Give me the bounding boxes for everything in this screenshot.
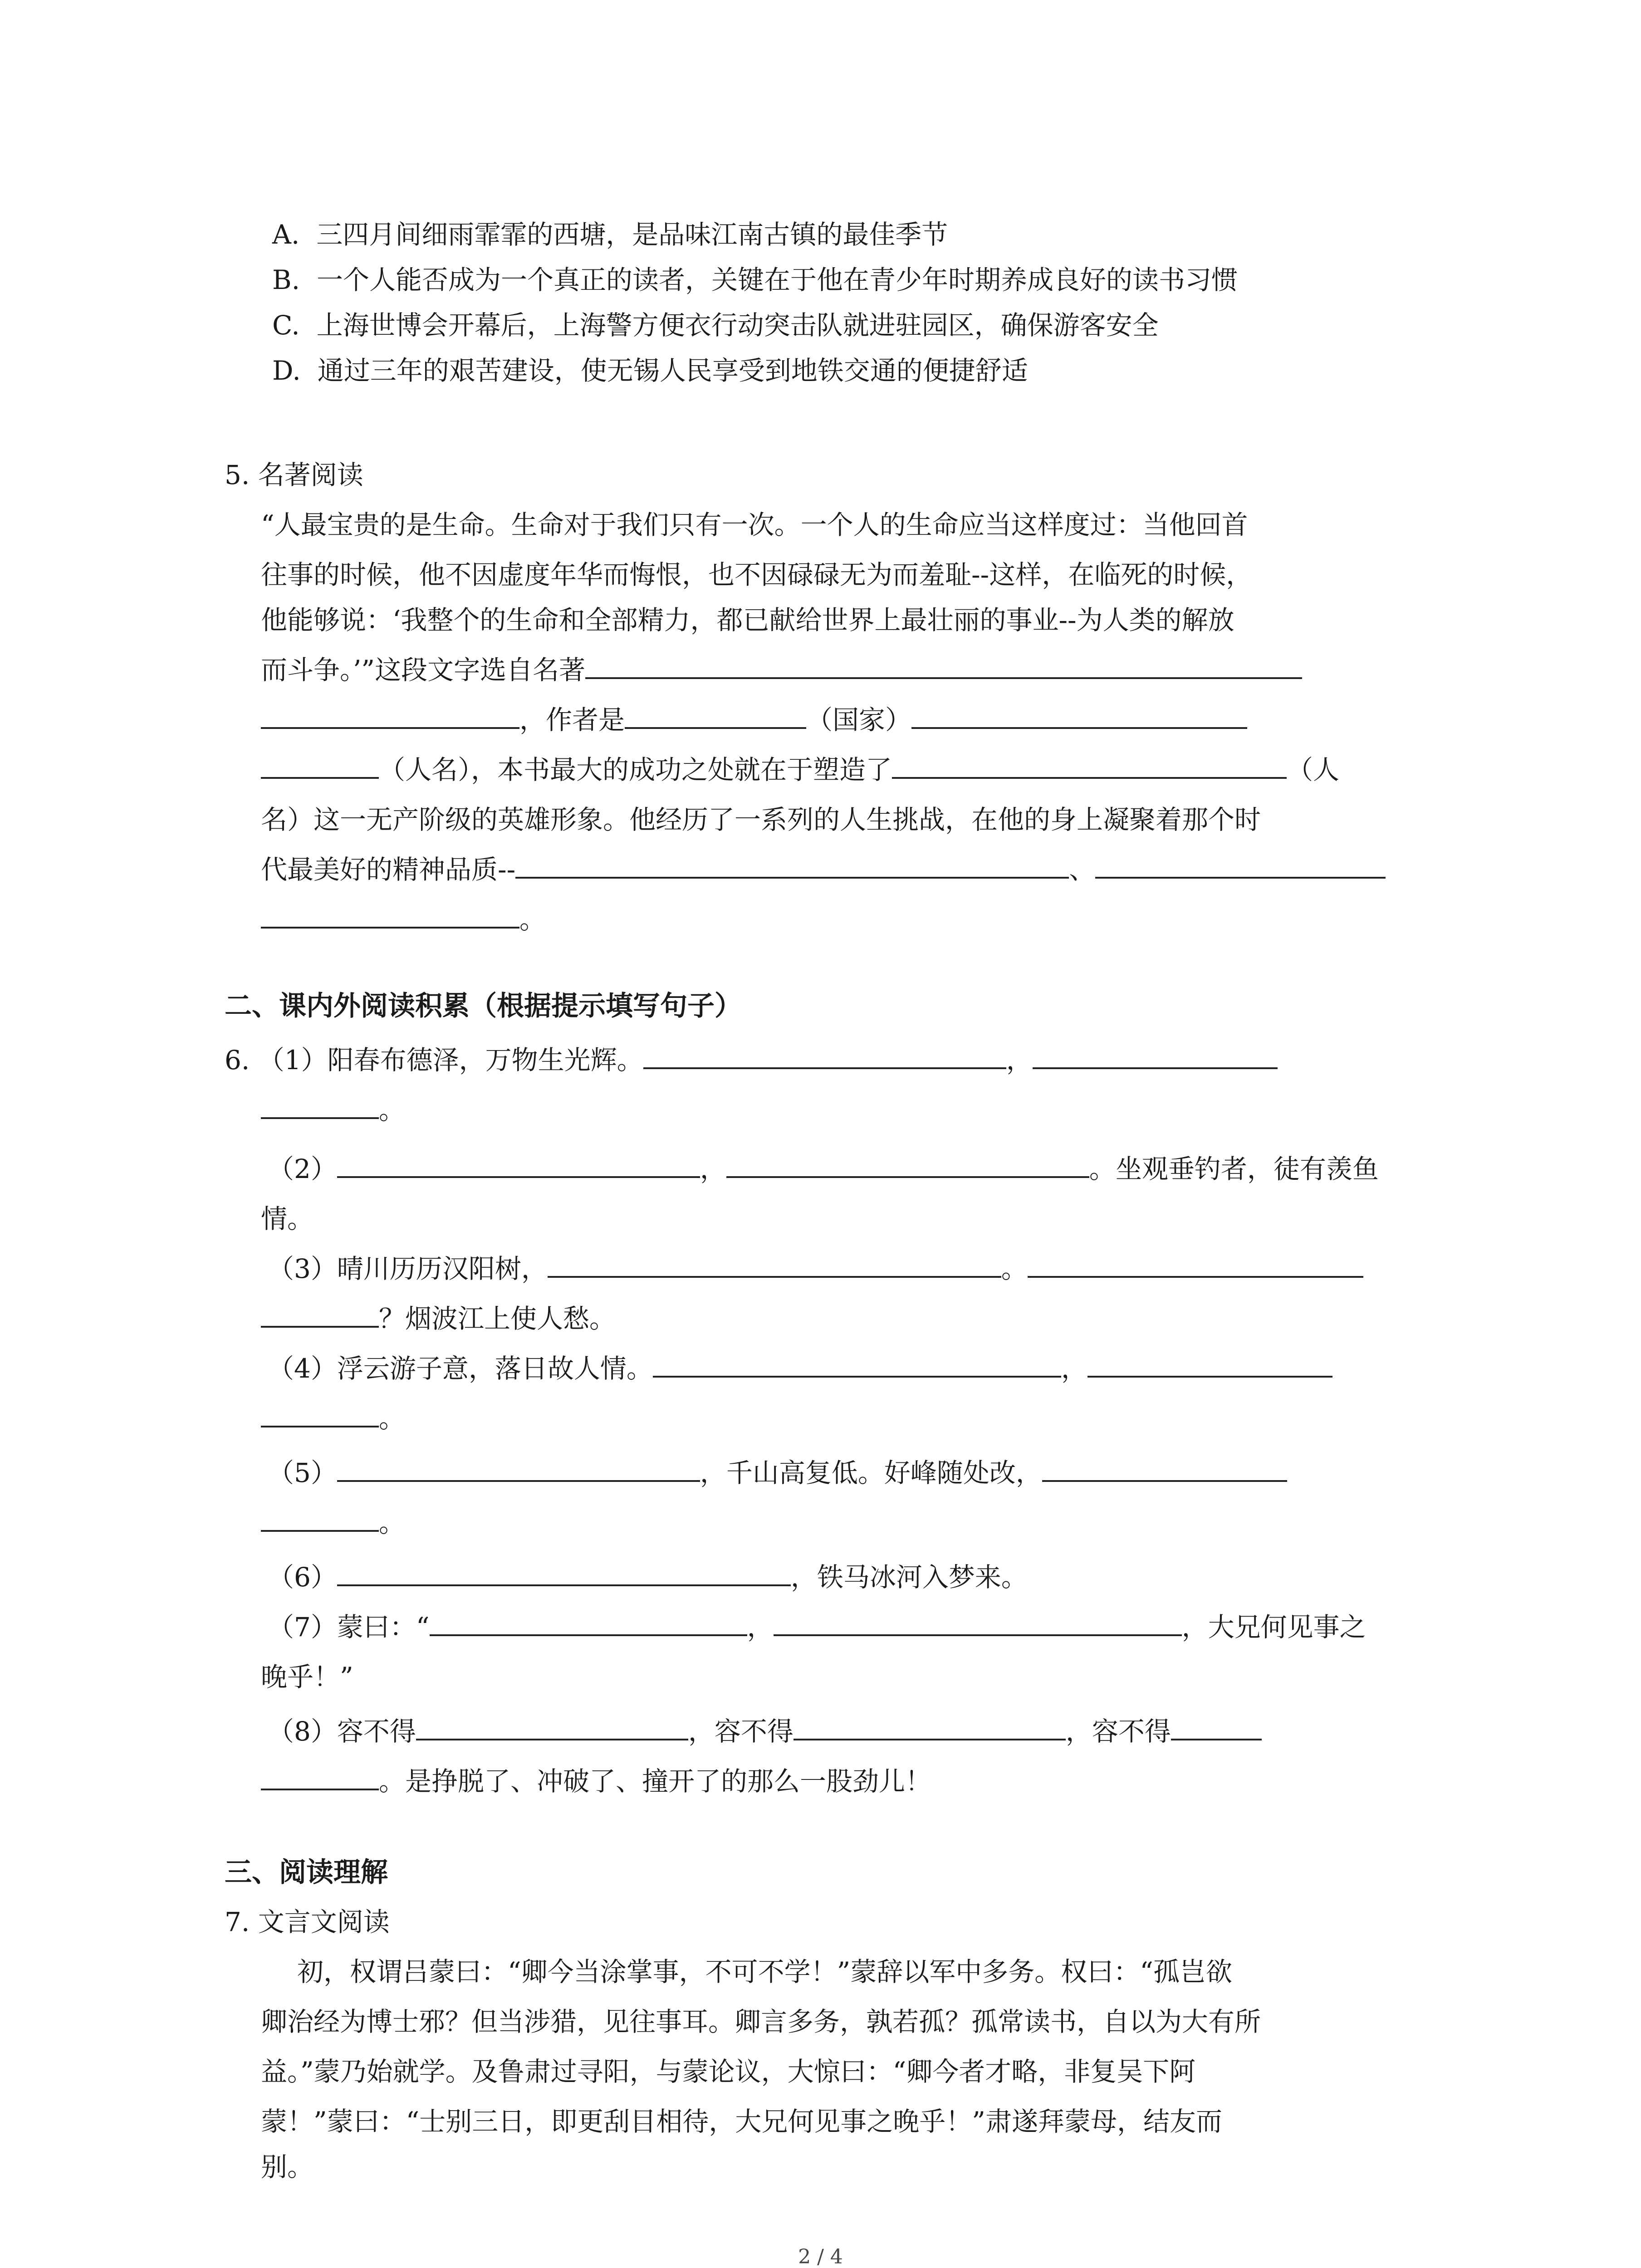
q6-3-blank-2-cont[interactable]: [261, 1308, 379, 1328]
q6-text: ，: [1006, 1045, 1033, 1075]
q5-text: 、: [1069, 854, 1096, 885]
q5-text: 代最美好的精神品质--: [261, 854, 516, 885]
q5-text: 而斗争。’”这段文字选自名著: [261, 655, 586, 685]
option-c: [272, 310, 1159, 341]
q6-text: （5）: [268, 1457, 337, 1488]
q6-8-blank-1[interactable]: [416, 1721, 688, 1740]
q6-text: （2）: [268, 1154, 337, 1184]
q6-4: [268, 1355, 1332, 1382]
page-number: 2 / 4: [798, 2245, 843, 2268]
q6-6-blank-1[interactable]: [337, 1566, 791, 1586]
q6-1-blank-2[interactable]: [1033, 1049, 1278, 1069]
q5-text: （国家）: [806, 704, 912, 735]
q5-paragraph-line: [261, 856, 1386, 883]
q6-6: [268, 1562, 1028, 1593]
q6-2-blank-2[interactable]: [726, 1158, 1089, 1178]
hero-name-blank[interactable]: [892, 759, 1287, 779]
section-2-heading: 二、课内外阅读积累（根据提示填写句子）: [225, 990, 742, 1022]
q5-text: 。: [519, 904, 546, 935]
q6-1-cont: [261, 1097, 405, 1123]
q6-text: ，千山高复低。好峰随处改，: [700, 1457, 1042, 1488]
q6-text: ，: [747, 1612, 774, 1642]
q6-text: ，: [1061, 1353, 1087, 1384]
book-title-blank-cont[interactable]: [261, 709, 519, 729]
classical-text-line: 蒙！”蒙曰：“士别三日，即更刮目相待，大兄何见事之晚乎！”肃遂拜蒙母，结友而: [261, 2106, 1222, 2137]
q6-text: ？烟波江上使人愁。: [379, 1303, 616, 1334]
q6-7: [268, 1614, 1366, 1640]
q5-title: 5. 名著阅读: [225, 459, 363, 490]
q6-7-blank-1[interactable]: [430, 1616, 747, 1636]
option-letter: C.: [272, 310, 300, 341]
q6-4-blank-2[interactable]: [1087, 1358, 1332, 1378]
q6-5-cont: [261, 1507, 406, 1538]
q6-2-cont: 情。: [261, 1203, 314, 1234]
q6-text: （8）容不得: [268, 1716, 416, 1747]
q6-text: （7）蒙曰：“: [268, 1612, 430, 1642]
q6-4-blank-1[interactable]: [653, 1358, 1061, 1378]
q6-text: （4）浮云游子意，落日故人情。: [268, 1353, 653, 1384]
q6-text: ，大兄何见事之: [1181, 1612, 1366, 1642]
q5-text: ，作者是: [519, 704, 625, 735]
q6-text: 。坐观垂钓者，徒有羡鱼: [1089, 1154, 1379, 1184]
q5-paragraph-line: [261, 754, 1340, 785]
option-text: 通过三年的艰苦建设，使无锡人民享受到地铁交通的便捷舒适: [317, 355, 1028, 386]
option-d: [272, 357, 1028, 384]
q5-paragraph-line: [261, 704, 1247, 735]
q6-5-blank-1[interactable]: [337, 1462, 700, 1482]
classical-text-line: 初，权谓吕蒙曰：“卿今当涂掌事，不可不学！”蒙辞以军中多务。权曰：“孤岂欲: [297, 1956, 1232, 1987]
q5-text: （人名），本书最大的成功之处就在于塑造了: [379, 754, 892, 785]
q6-text: （3）晴川历历汉阳树，: [268, 1253, 548, 1284]
classical-text-line: 益。”蒙乃始就学。及鲁肃过寻阳，与蒙论议，大惊曰：“卿今者才略，非复吴下阿: [261, 2056, 1196, 2087]
q6-3-cont: [261, 1305, 616, 1332]
option-text: 一个人能否成为一个真正的读者，关键在于他在青少年时期养成良好的读书习惯: [316, 264, 1238, 295]
classical-text-line: 卿治经为博士邪？但当涉猎，见往事耳。卿言多务，孰若孤？孤常读书，自以为大有所: [261, 2006, 1261, 2037]
q6-text: 。: [379, 1403, 406, 1434]
q6-8-blank-3[interactable]: [1171, 1721, 1262, 1740]
q6-3-blank-1[interactable]: [548, 1258, 1001, 1278]
q6-text: ，容不得: [1065, 1716, 1171, 1747]
q5-paragraph-line: 名）这一无产阶级的英雄形象。他经历了一系列的人生挑战，在他的身上凝聚着那个时: [261, 804, 1261, 835]
q6-5: [268, 1457, 1287, 1488]
q5-paragraph-line: 他能够说：‘我整个的生命和全部精力，都已献给世界上最壮丽的事业--为人类的解放: [261, 605, 1234, 635]
q6-text: 。: [379, 1095, 406, 1125]
option-b: [272, 264, 1238, 295]
q6-4-cont: [261, 1405, 405, 1432]
q6-text: ，容不得: [688, 1716, 794, 1747]
q6-text: 。: [379, 1507, 406, 1538]
q5-paragraph-line: 往事的时候，他不因虚度年华而悔恨，也不因碌碌无为而羞耻--这样，在临死的时候，: [261, 559, 1253, 590]
q6-2-blank-1[interactable]: [337, 1158, 700, 1178]
q6-8-cont: [261, 1766, 932, 1797]
classical-text-line: 别。: [261, 2151, 314, 2182]
q6-2: [268, 1156, 1379, 1182]
q6-5-blank-2[interactable]: [1042, 1462, 1287, 1482]
q6-1-blank-2-cont[interactable]: [261, 1099, 379, 1119]
option-letter: B.: [272, 264, 300, 295]
q6-text: 。: [1001, 1253, 1028, 1284]
q6-5-blank-2-cont[interactable]: [261, 1512, 379, 1532]
quality-blank-2[interactable]: [1095, 859, 1386, 879]
q6-8-blank-2[interactable]: [794, 1721, 1066, 1740]
q5-text: （人: [1287, 754, 1340, 785]
option-letter: D.: [272, 355, 301, 386]
q6-text: 。是挣脱了、冲破了、撞开了的那么一股劲儿！: [379, 1766, 932, 1797]
q5-paragraph-line: [261, 906, 546, 933]
q7-title: 7. 文言文阅读: [225, 1906, 390, 1937]
q6-3: [268, 1253, 1363, 1284]
q6-4-blank-2-cont[interactable]: [261, 1408, 379, 1427]
q6-text: （6）: [268, 1562, 337, 1593]
q5-paragraph-line: [261, 657, 1302, 683]
q5-paragraph-line: “人最宝贵的是生命。生命对于我们只有一次。一个人的生命应当这样度过：当他回首: [261, 509, 1248, 540]
q6-7-blank-2[interactable]: [774, 1616, 1182, 1636]
q6-1: [225, 1047, 1278, 1073]
quality-blank-1[interactable]: [515, 859, 1069, 879]
option-text: 三四月间细雨霏霏的西塘，是品味江南古镇的最佳季节: [316, 219, 948, 250]
country-blank[interactable]: [625, 709, 806, 729]
q6-8-blank-3-cont[interactable]: [261, 1770, 379, 1790]
option-letter: A.: [272, 219, 300, 250]
option-a: [272, 221, 948, 248]
q6-1-blank-1[interactable]: [643, 1049, 1006, 1069]
book-title-blank[interactable]: [585, 659, 1302, 679]
q6-text: ，铁马冰河入梦来。: [790, 1562, 1028, 1593]
q6-8: [268, 1718, 1262, 1745]
author-blank-cont[interactable]: [261, 759, 379, 779]
q6-3-blank-2[interactable]: [1028, 1258, 1363, 1278]
q6-text: 6. （1）阳春布德泽，万物生光辉。: [225, 1045, 643, 1075]
author-blank[interactable]: [911, 709, 1247, 729]
option-text: 上海世博会开幕后，上海警方便衣行动突击队就进驻园区，确保游客安全: [316, 310, 1159, 341]
quality-blank-2-cont[interactable]: [261, 909, 519, 929]
q6-7-cont: 晚乎！”: [261, 1662, 353, 1692]
q6-text: ，: [700, 1154, 726, 1184]
section-3-heading: 三、阅读理解: [225, 1857, 388, 1888]
